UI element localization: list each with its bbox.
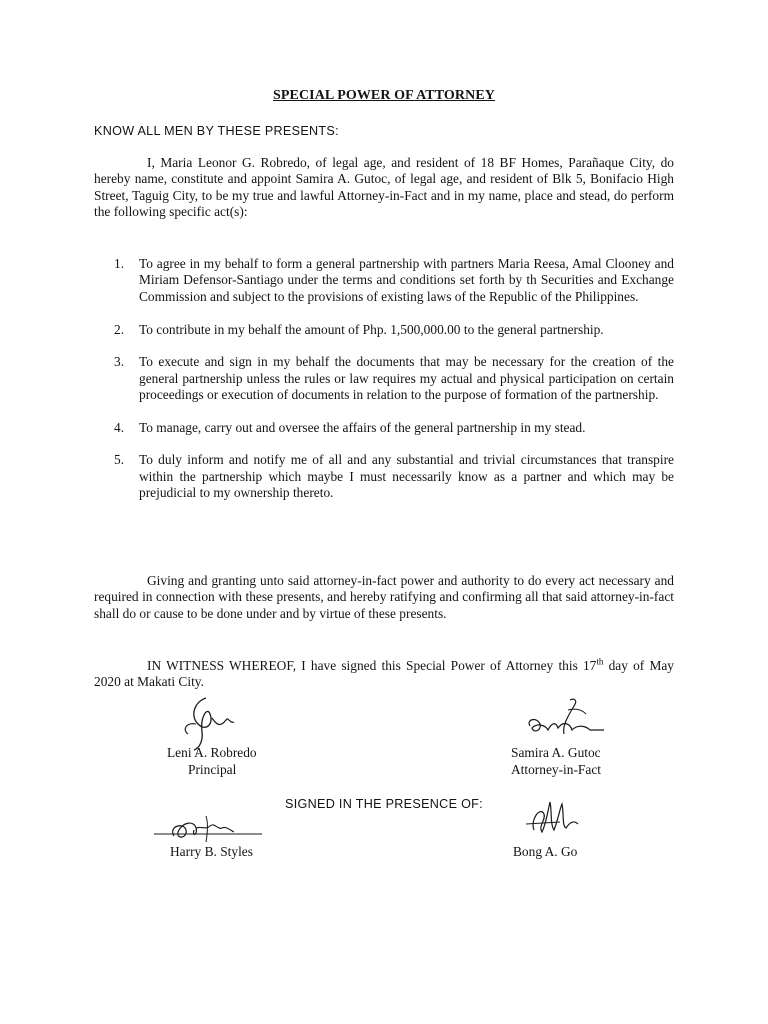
- granting-paragraph: Giving and granting unto said attorney-in-fact power and authority to do every act necessary and required in connection with these presents, and hereby ratifying and confirming all that said attorney-in-fact shall do or cause to be done under and by virtue of these presents.: [94, 573, 674, 621]
- list-item: 2. To contribute in my behalf the amount of Php. 1,500,000.00 to the general partnership.: [114, 321, 604, 337]
- greeting: KNOW ALL MEN BY THESE PRESENTS:: [94, 124, 339, 138]
- document-title: SPECIAL POWER OF ATTORNEY: [272, 88, 495, 103]
- list-item: 5. To duly inform and notify me of all and any substantial and trivial circumstances that transpire within the partnership which maybe I must necessarily know as a partner and which may be prejudicial to my ownership thereto.: [114, 452, 674, 501]
- witness-paragraph: IN WITNESS WHEREOF, I have signed this Special Power of Attorney this 17th day of May 2020 at Makati City.: [94, 656, 674, 690]
- witness-name-2: Bong A. Go: [513, 844, 578, 859]
- principal-role: Principal: [188, 762, 237, 777]
- attorney-signature: [520, 696, 608, 744]
- principal-name: Leni A. Robredo: [167, 745, 257, 760]
- attorney-role: Attorney-in-Fact: [511, 762, 601, 777]
- witness-signature-1: [150, 812, 268, 846]
- witness-name-1: Harry B. Styles: [170, 844, 253, 859]
- list-item: 4. To manage, carry out and oversee the affairs of the general partnership in my stead.: [114, 420, 586, 436]
- principal-signature: [176, 694, 246, 752]
- intro-paragraph: I, Maria Leonor G. Robredo, of legal age, and resident of 18 BF Homes, Parañaque City, do hereby name, constitute and appoint Samira A. Gutoc, of legal age, and resident of Blk 5, Bonifacio High Street, Taguig City, to be my true and lawful Attorney-in-Fact and in my name, place and stead, do perform the following specific act(s):: [94, 155, 674, 220]
- witness-signature-2: [520, 796, 590, 840]
- list-item: 1. To agree in my behalf to form a general partnership with partners Maria Reesa, Amal Clooney and Miriam Defensor-Santiago under the terms and conditions set forth by th Securities and Exchange Commission and subject to the provisions of existing laws of the Republic of the Philippines.: [114, 256, 674, 304]
- presence-label: SIGNED IN THE PRESENCE OF:: [285, 797, 483, 811]
- acts-list: [94, 256, 674, 518]
- list-item: 3. To execute and sign in my behalf the documents that may be necessary for the creation of the general partnership unless the rules or law requires my actual and physical participation on certain proceedings or execution of documents in relation to the purpose of formation of the partnership.: [114, 354, 674, 403]
- attorney-name: Samira A. Gutoc: [511, 745, 601, 760]
